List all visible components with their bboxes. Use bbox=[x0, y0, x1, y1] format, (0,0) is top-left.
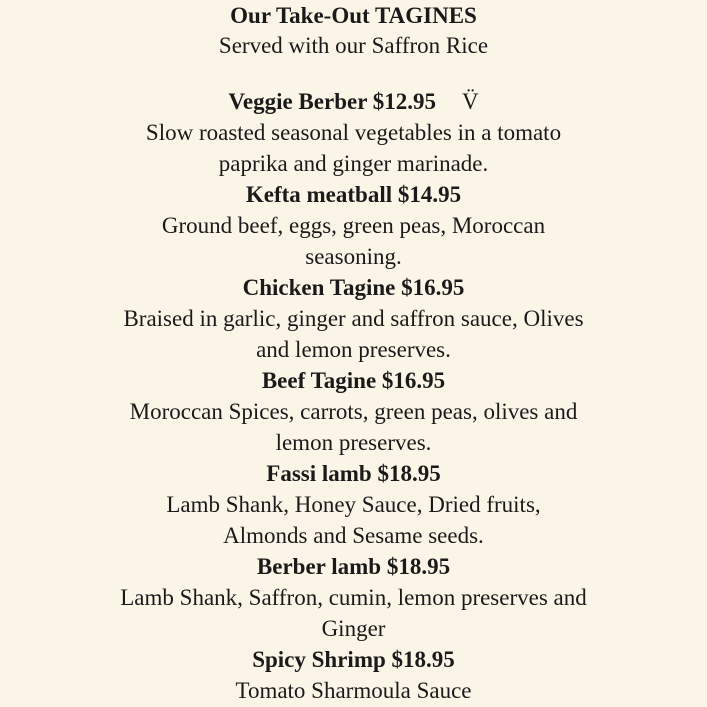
menu-item-name: Berber lamb $18.95 bbox=[256, 554, 451, 579]
menu-item-name bbox=[0, 86, 707, 117]
menu-item-description: Lamb Shank, Saffron, cumin, lemon preserves and bbox=[120, 585, 587, 610]
menu-item-name: Fassi lamb $18.95 bbox=[266, 461, 441, 486]
menu-item-name: Spicy Shrimp $18.95 bbox=[252, 647, 455, 672]
menu-item-description: Ground beef, eggs, green peas, Moroccan bbox=[161, 213, 546, 238]
page-subtitle: Served with our Saffron Rice bbox=[218, 33, 489, 58]
menu-item-description: Lamb Shank, Honey Sauce, Dried fruits, bbox=[166, 492, 541, 517]
menu-item-description: Moroccan Spices, carrots, green peas, olives and bbox=[129, 399, 578, 424]
vegetarian-icon: V̈ bbox=[461, 89, 479, 114]
menu-item-description: Slow roasted seasonal vegetables in a tomato bbox=[145, 120, 562, 145]
menu-list bbox=[0, 86, 707, 706]
menu-item-description: Tomato Sharmoula Sauce bbox=[235, 678, 472, 703]
menu-item-description: lemon preserves. bbox=[275, 430, 432, 455]
menu-item-name: Kefta meatball $14.95 bbox=[245, 182, 462, 207]
menu-item-description: and lemon preserves. bbox=[256, 337, 451, 362]
page-title: Our Take-Out TAGINES bbox=[230, 3, 477, 28]
menu-item-description: Almonds and Sesame seeds. bbox=[223, 523, 484, 548]
menu-item-name-text: Veggie Berber $12.95 bbox=[228, 89, 436, 114]
menu-item-name: Chicken Tagine $16.95 bbox=[242, 275, 465, 300]
menu-item-description: paprika and ginger marinade. bbox=[218, 151, 489, 176]
menu-item-description: seasoning. bbox=[305, 244, 402, 269]
menu-item-description: Braised in garlic, ginger and saffron sauce, Olives bbox=[123, 306, 584, 331]
menu-item-name: Beef Tagine $16.95 bbox=[261, 368, 446, 393]
menu-item-description: Ginger bbox=[321, 616, 386, 641]
